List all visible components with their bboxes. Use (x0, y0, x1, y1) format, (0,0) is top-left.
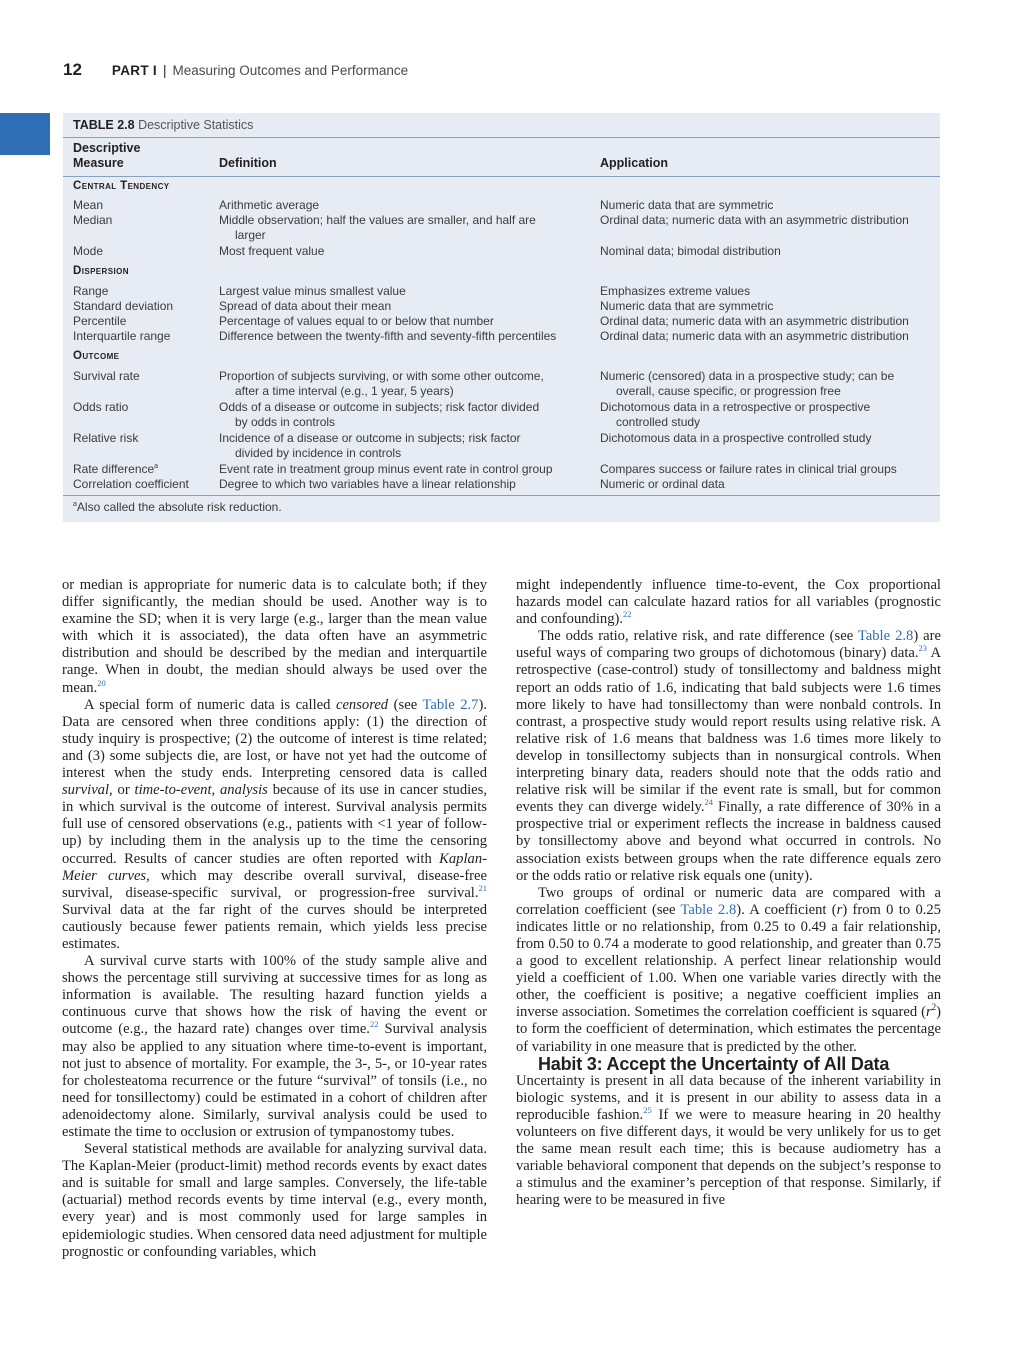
descriptive-statistics-table (63, 113, 940, 522)
text-run: or (112, 782, 135, 799)
row-odds-application (600, 400, 870, 431)
row-corr-definition: Degree to which two variables have a linear relationship (219, 477, 516, 491)
chapter-tab-marker (0, 113, 50, 155)
row-mean-application: Numeric data that are symmetric (600, 198, 774, 212)
row-range-application: Emphasizes extreme values (600, 284, 751, 298)
header-measure-line2: Measure (73, 156, 124, 170)
table-title: Descriptive Statistics (138, 118, 254, 132)
italic-variable: r (925, 1004, 932, 1021)
row-mode-application: Nominal data; bimodal distribution (600, 244, 781, 258)
part-label: PART I (111, 63, 157, 78)
header-separator: | (162, 63, 167, 78)
italic-term: Kaplan-Meier curves, (62, 850, 487, 884)
row-survival-definition-line2: after a time interval (e.g., 1 year, 5 years) (235, 384, 454, 399)
row-iqr-measure: Interquartile range (73, 329, 171, 343)
row-mean-measure: Mean (73, 198, 104, 212)
paragraph (62, 953, 487, 1141)
text-run: ) are useful ways of comparing two groups of dichotomous (binary) data. (516, 628, 941, 662)
table-footnote-text: Also called the absolute risk reduction. (76, 500, 282, 514)
page-number: 12 (63, 60, 82, 79)
row-odds-definition (219, 400, 539, 431)
table-cross-reference[interactable]: Table 2.8 (680, 901, 737, 918)
row-survival-measure: Survival rate (73, 369, 140, 383)
row-odds-measure: Odds ratio (73, 400, 129, 414)
table-top-rule (63, 137, 940, 138)
row-odds-definition-line2: by odds in controls (235, 415, 336, 430)
paragraph: Several statistical methods are available for analyzing survival data. The Kaplan-Meier (product-limit) method records events by exact dates and is suitable for small and large samples. Conversely, the life-table (actuarial) method records events by time interval (e.g., every month, every year) and is most commonly used for large samples in epidemiologic studies. When censored data need adjustment for multiple prognostic or confounding variables, which (62, 1141, 487, 1260)
row-odds-definition-line1: Odds of a disease or outcome in subjects; risk factor divided (219, 400, 540, 414)
row-mean-definition: Arithmetic average (219, 198, 320, 212)
table-footnote-mark: a (73, 501, 77, 508)
row-iqr-application: Ordinal data; numeric data with an asymmetric distribution (600, 329, 909, 343)
row-relrisk-definition-line2: divided by incidence in controls (235, 446, 402, 461)
italic-term: censored (335, 696, 389, 713)
reference-number[interactable]: 25 (643, 1105, 652, 1116)
text-run: ). Data are censored when three conditions apply: (1) the direction of study inquiry is prospective; (2) the outcome of interest is time related; and (3) some subjects die, are lost, or have not yet had the outcome of interest when the study ends. Interpreting censored data is called (62, 696, 487, 782)
row-relrisk-measure: Relative risk (73, 431, 139, 445)
row-mode-definition: Most frequent value (219, 244, 325, 258)
left-text-column (62, 577, 487, 1261)
row-ratediff-measure-text: Rate difference (73, 462, 155, 476)
row-odds-application-line1: Dichotomous data in a retrospective or prospective (600, 400, 871, 414)
row-odds-application-line2: controlled study (616, 415, 701, 430)
reference-number[interactable]: 24 (704, 797, 714, 808)
table-cross-reference[interactable]: Table 2.8 (857, 628, 914, 645)
paragraph (62, 577, 487, 697)
row-corr-application: Numeric or ordinal data (600, 477, 725, 491)
italic-variable: r (836, 901, 843, 918)
row-percentile-measure: Percentile (73, 314, 127, 328)
footnote-marker: a (154, 463, 159, 470)
row-mode-measure: Mode (73, 244, 104, 258)
row-median-definition-line1: Middle observation; half the values are smaller, and half are (219, 213, 536, 227)
row-ratediff-measure (73, 462, 158, 477)
text-run: or median is appropriate for numeric data is to calculate both; if they differ significantly, the median should be used. Another way is to examine the SD; when it is very large (e.g., larger than the mean value with which it is associated), the data often have an asymmetric distribution and should be described by the median and interquartile range. When in doubt, the median should always be used over the mean. (62, 577, 487, 696)
row-range-measure: Range (73, 284, 109, 298)
text-run: ) from 0 to 0.25 indicates little or no relationship, from 0.25 to 0.49 a fair relationship, from 0.50 to 0.74 a moderate to good relationship, and greater than 0.75 a good to excellent relationship. A perfect linear relationship would yield a coefficient of 1.00. When one variable varies directly with the other, the coefficient is positive; a negative coefficient implies an inverse association. Sometimes the correlation coefficient is squared ( (516, 901, 941, 1021)
paragraph (516, 1073, 941, 1210)
row-relrisk-definition-line1: Incidence of a disease or outcome in subjects; risk factor (219, 431, 521, 445)
paragraph (516, 628, 941, 884)
table-cross-reference[interactable]: Table 2.7 (422, 696, 479, 713)
row-survival-application-line2: overall, cause specific, or progression free (616, 384, 841, 399)
section-title: Measuring Outcomes and Performance (172, 63, 409, 78)
row-sd-application: Numeric data that are symmetric (600, 299, 774, 313)
running-header (63, 60, 408, 80)
header-definition: Definition (219, 156, 277, 170)
text-run: Survival data at the far right of the curves should be interpreted cautiously because fewer patients remain, which yields less precise estimates. (62, 901, 487, 952)
row-survival-definition-line1: Proportion of subjects surviving, or with some other outcome, (219, 369, 544, 383)
superscript: 2 (931, 1002, 937, 1013)
table-bottom-rule (63, 495, 940, 496)
row-corr-measure: Correlation coefficient (73, 477, 189, 491)
row-sd-measure: Standard deviation (73, 299, 174, 313)
row-sd-definition: Spread of data about their mean (219, 299, 392, 313)
reference-number[interactable]: 23 (918, 643, 928, 654)
table-footnote (73, 500, 282, 514)
text-run: Two groups of ordinal or numeric data are compared with a correlation coefficient (see (516, 884, 941, 918)
row-median-measure: Median (73, 213, 113, 227)
text-run: The odds ratio, relative risk, and rate difference (see (538, 628, 858, 645)
italic-term: time-to-event, analysis (134, 782, 268, 799)
text-run: Finally, a rate difference of 30% in a prospective trial or experiment reflects the increase in baldness caused by tonsillectomy above and beyond what occurred in controls. No association exists between groups when the rate difference equals zero or the odds ratio or relative risk equals one (unity). (516, 799, 941, 884)
text-run: A survival curve starts with 100% of the study sample alive and shows the percentage still surviving at successive times for as long as information is available. The resulting hazard function yields a continuous curve that shows how the risk of having the event or outcome (e.g., the hazard rate) changes over time. (62, 953, 487, 1038)
row-relrisk-application: Dichotomous data in a prospective controlled study (600, 431, 872, 445)
section-heading: Habit 3: Accept the Uncertainty of All Data (538, 1053, 890, 1074)
reference-number[interactable]: 21 (478, 882, 487, 893)
table-header-rule (63, 176, 940, 177)
row-median-definition (219, 213, 536, 244)
text-run: Uncertainty is present in all data because of the inherent variability in biologic systems, and it is present in our ability to assess data in a reproducible fashion. (516, 1072, 941, 1123)
text-run: Survival analysis may also be applied to any situation where time-to-event is important, not just to absence of mortality. For example, the 3-, 5-, or 10-year rates for cholesteatoma recurrence or the future “survival” of tonsils (i.e., no need for tonsillectomy) could be estimated in a cohort of children after adenoidectomy alone. Similarly, survival analysis could be used to estimate the time to occlusion or extrusion of tympanostomy tubes. (62, 1021, 487, 1140)
row-ratediff-definition: Event rate in treatment group minus event rate in control group (219, 462, 553, 476)
reference-number[interactable]: 22 (623, 609, 632, 620)
row-percentile-application: Ordinal data; numeric data with an asymmetric distribution (600, 314, 909, 328)
section-central-tendency: Central Tendency (73, 180, 170, 192)
section-outcome: Outcome (73, 350, 120, 362)
header-measure-line1: Descriptive (73, 141, 141, 155)
text-run: A special form of numeric data is called (84, 696, 336, 713)
text-run: ). A coefficient ( (736, 901, 837, 918)
row-survival-definition (219, 369, 544, 400)
row-survival-application-line1: Numeric (censored) data in a prospective study; can be (600, 369, 895, 383)
row-iqr-definition: Difference between the twenty-fifth and seventy-fifth percentiles (219, 329, 557, 343)
paragraph (516, 885, 941, 1056)
row-ratediff-application: Compares success or failure rates in clinical trial groups (600, 462, 897, 476)
reference-number[interactable]: 22 (369, 1019, 379, 1030)
header-measure (73, 141, 140, 171)
row-median-application: Ordinal data; numeric data with an asymmetric distribution (600, 213, 909, 227)
text-run: which may describe overall survival, disease-free survival, disease-specific survival, or progression-free survival. (62, 867, 487, 901)
header-application: Application (600, 156, 669, 170)
text-run: might independently influence time-to-event, the Cox proportional hazards model can calculate hazard ratios for all variables (prognostic and confounding). (516, 577, 941, 628)
italic-term: survival, (62, 782, 113, 799)
row-relrisk-definition (219, 431, 520, 462)
section-dispersion: Dispersion (73, 265, 129, 277)
right-text-column (516, 577, 941, 1209)
text-run: If we were to measure hearing in 20 healthy volunteers on five different days, it would be very unlikely for us to get the same mean result each time; this is because audiometry has a variable behavioral component that depends on the subject’s response to a stimulus and the examiner’s perception of that response. Similarly, if hearing were to be measured in five (516, 1106, 941, 1209)
table-label: TABLE 2.8 (73, 118, 135, 132)
paragraph (516, 577, 941, 628)
row-median-definition-line2: larger (235, 228, 266, 243)
row-percentile-definition: Percentage of values equal to or below that number (219, 314, 494, 328)
reference-number[interactable]: 20 (97, 677, 106, 688)
row-range-definition: Largest value minus smallest value (219, 284, 406, 298)
row-survival-application (600, 369, 894, 400)
text-run: because of its use in cancer studies, in which survival is the outcome of interest. Survival analysis permits full use of censored observations (e.g., patients with <1 year of follow-up) by including them in the analysis up to the time the censoring occurred. Results of cancer studies are often reported with (62, 782, 487, 867)
text-run: A retrospective (case-control) study of tonsillectomy and baldness might report an odds ratio of 1.6, indicating that bald subjects were 1.6 times more likely to have had tonsillectomy than were nonbald controls. In contrast, a prospective study would report results using relative risk. A relative risk of 1.6 means that baldness was 1.6 times more likely to develop in tonsillectomy subjects than in nonsurgical controls. When interpreting binary data, readers should note that the odds ratio and relative risk will be similar if the event rate is small, but for common events they can diverge widely. (516, 645, 941, 816)
text-run: ) to form the coefficient of determination, which estimates the percentage of variability in one measure that is predicted by the other. (516, 1004, 941, 1055)
paragraph (62, 697, 487, 953)
text-run: (see (388, 696, 423, 713)
table-caption (73, 118, 253, 132)
